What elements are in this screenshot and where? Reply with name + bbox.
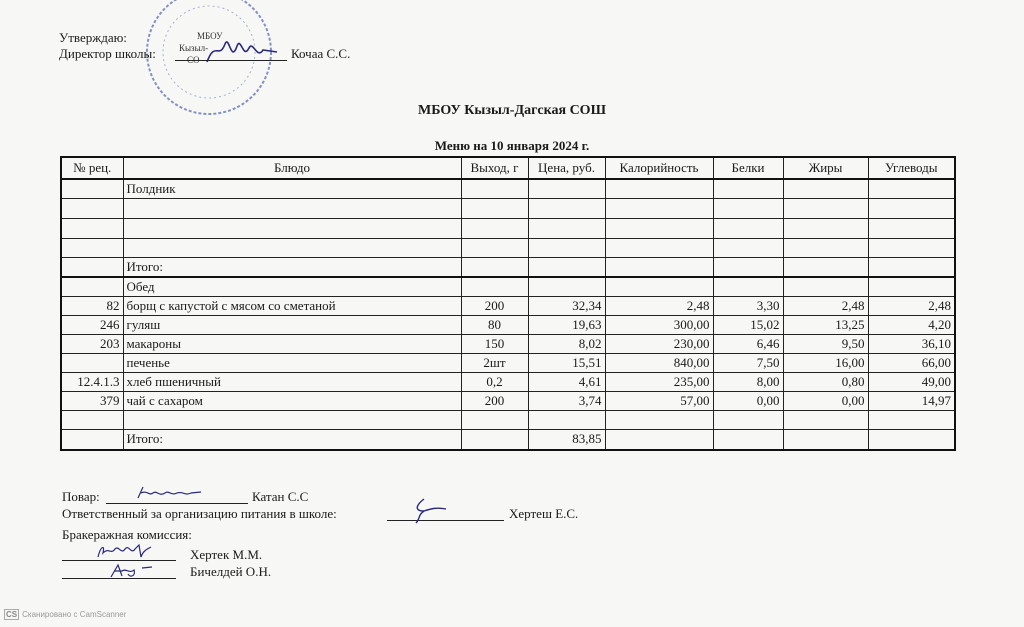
cell-carbs: 4,20	[868, 316, 955, 335]
cell-protein: 6,46	[713, 335, 783, 354]
cell-rec: 203	[61, 335, 123, 354]
col-header-carbs: Углеводы	[868, 157, 955, 179]
cell-carbs: 14,97	[868, 392, 955, 411]
cell-protein: 0,00	[713, 392, 783, 411]
cook-signature	[135, 484, 205, 502]
menu-title: Меню на 10 января 2024 г.	[434, 138, 590, 153]
cell-protein: 15,02	[713, 316, 783, 335]
school-name: МБОУ Кызыл-Дагская СОШ	[418, 103, 606, 118]
cell-yield: 80	[461, 316, 528, 335]
total-label-poldnik: Итого:	[123, 258, 461, 278]
cell-rec: 82	[61, 297, 123, 316]
total-row-obed	[61, 430, 955, 450]
table-row	[61, 335, 955, 354]
cell-carbs: 66,00	[868, 354, 955, 373]
section-label-obed: Обед	[123, 277, 461, 297]
approve-label: Утверждаю:	[59, 30, 127, 45]
total-price-obed: 83,85	[528, 430, 605, 450]
cell-rec: 379	[61, 392, 123, 411]
member2-signature	[108, 562, 158, 580]
cell-yield: 150	[461, 335, 528, 354]
table-row-empty	[61, 239, 955, 258]
table-row	[61, 373, 955, 392]
responsible-signature	[410, 497, 450, 525]
section-label-poldnik: Полдник	[123, 179, 461, 199]
cell-yield: 2шт	[461, 354, 528, 373]
director-label: Директор школы:	[59, 46, 156, 61]
section-row-obed	[61, 277, 955, 297]
cell-fat: 0,80	[783, 373, 868, 392]
cell-dish: чай с сахаром	[123, 392, 461, 411]
cell-kcal: 57,00	[605, 392, 713, 411]
cell-price: 3,74	[528, 392, 605, 411]
director-signature	[205, 30, 280, 70]
section-row-poldnik	[61, 179, 955, 199]
cell-kcal: 230,00	[605, 335, 713, 354]
camscanner-logo-icon: CS	[6, 610, 18, 619]
cell-fat: 16,00	[783, 354, 868, 373]
cell-carbs: 36,10	[868, 335, 955, 354]
cell-price: 4,61	[528, 373, 605, 392]
col-header-rec: № рец.	[61, 157, 123, 179]
cell-price: 19,63	[528, 316, 605, 335]
cell-price: 15,51	[528, 354, 605, 373]
table-row-empty	[61, 219, 955, 239]
cell-protein: 3,30	[713, 297, 783, 316]
cell-yield: 200	[461, 297, 528, 316]
cell-yield: 200	[461, 392, 528, 411]
total-label-obed: Итого:	[123, 430, 461, 450]
cell-price: 32,34	[528, 297, 605, 316]
cell-fat: 2,48	[783, 297, 868, 316]
col-header-price: Цена, руб.	[528, 157, 605, 179]
table-row	[61, 354, 955, 373]
responsible-name: Хертеш Е.С.	[509, 506, 579, 521]
table-row	[61, 297, 955, 316]
cell-price: 8,02	[528, 335, 605, 354]
scanner-watermark	[4, 609, 126, 620]
total-row-poldnik	[61, 258, 955, 278]
table-row	[61, 316, 955, 335]
cell-dish: хлеб пшеничный	[123, 373, 461, 392]
commission-label: Бракеражная комиссия:	[62, 527, 192, 542]
table-row-empty	[61, 199, 955, 219]
cook-name: Катан С.С	[252, 489, 309, 504]
col-header-protein: Белки	[713, 157, 783, 179]
cell-dish: печенье	[123, 354, 461, 373]
responsible-label: Ответственный за организацию питания в школе:	[62, 506, 337, 521]
cook-signature-line	[106, 503, 248, 504]
table-row	[61, 392, 955, 411]
col-header-yield: Выход, г	[461, 157, 528, 179]
menu-table	[60, 156, 956, 451]
cell-carbs: 2,48	[868, 297, 955, 316]
col-header-fat: Жиры	[783, 157, 868, 179]
cell-dish: борщ с капустой с мясом со сметаной	[123, 297, 461, 316]
cell-kcal: 840,00	[605, 354, 713, 373]
cell-fat: 0,00	[783, 392, 868, 411]
table-row-empty	[61, 411, 955, 430]
cell-dish: макароны	[123, 335, 461, 354]
cook-label: Повар:	[62, 489, 100, 504]
svg-text:Кызыл-: Кызыл-	[179, 43, 209, 53]
director-signature-line	[175, 60, 287, 61]
table-header-row	[61, 157, 955, 179]
svg-text:СО: СО	[187, 55, 200, 65]
cell-fat: 9,50	[783, 335, 868, 354]
director-name: Кочаа С.С.	[291, 46, 351, 61]
cell-kcal: 300,00	[605, 316, 713, 335]
member1-name: Хертек М.М.	[190, 547, 263, 562]
cell-carbs: 49,00	[868, 373, 955, 392]
svg-text:МБОУ: МБОУ	[197, 31, 223, 41]
cell-kcal: 2,48	[605, 297, 713, 316]
col-header-kcal: Калорийность	[605, 157, 713, 179]
scanner-text: Сканировано с CamScanner	[22, 610, 127, 619]
cell-rec: 246	[61, 316, 123, 335]
cell-yield: 0,2	[461, 373, 528, 392]
cell-rec: 12.4.1.3	[61, 373, 123, 392]
cell-rec	[61, 354, 123, 373]
cell-fat: 13,25	[783, 316, 868, 335]
col-header-dish: Блюдо	[123, 157, 461, 179]
member1-signature	[95, 541, 155, 561]
member2-name: Бичелдей О.Н.	[190, 564, 272, 579]
cell-protein: 8,00	[713, 373, 783, 392]
cell-kcal: 235,00	[605, 373, 713, 392]
cell-protein: 7,50	[713, 354, 783, 373]
cell-dish: гуляш	[123, 316, 461, 335]
